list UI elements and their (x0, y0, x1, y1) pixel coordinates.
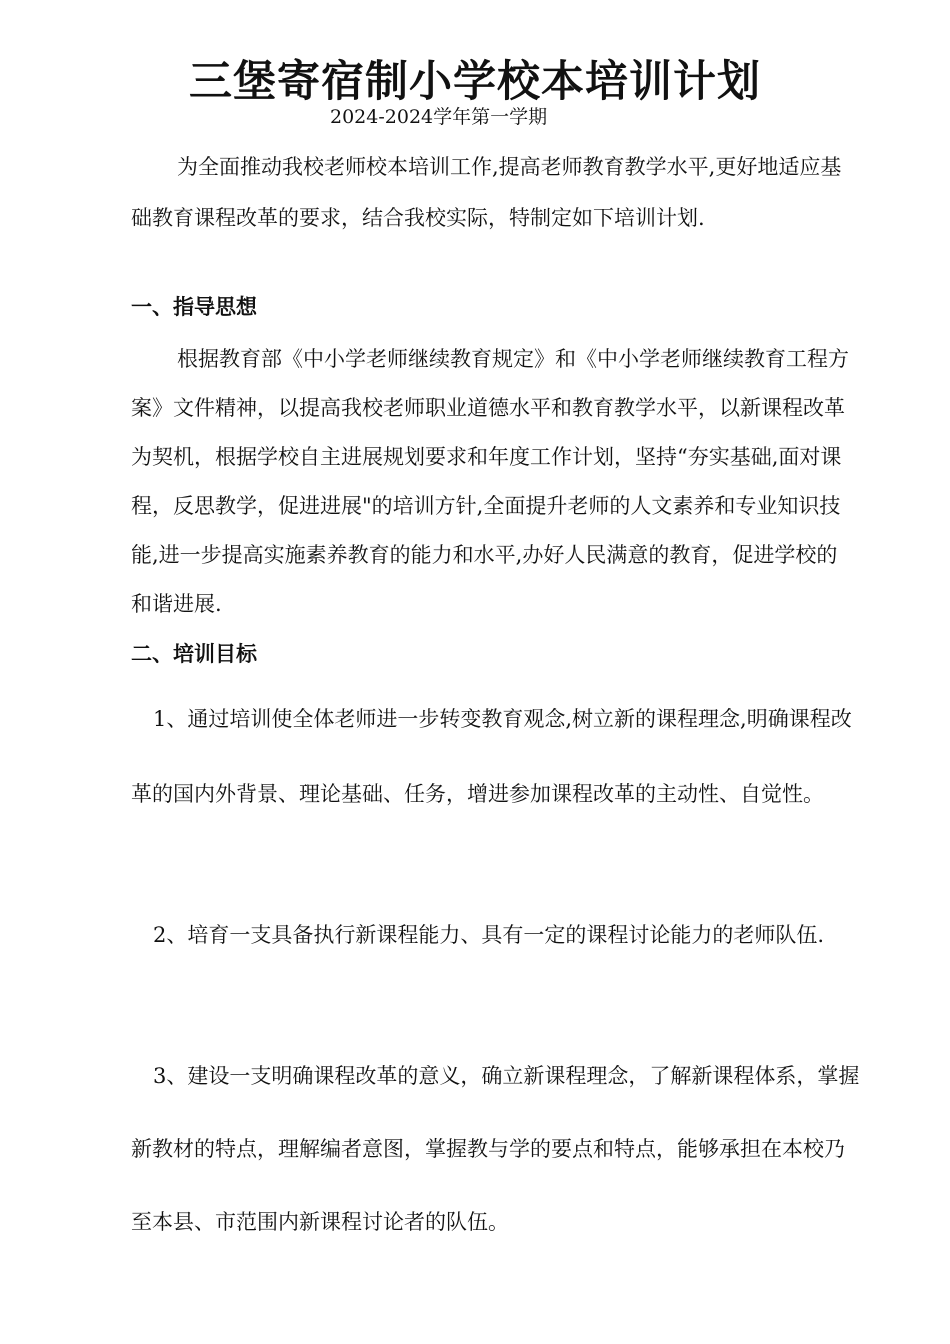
document-title: 三堡寄宿制小学校本培训计划 (189, 57, 761, 107)
section-heading-guiding-thought: 一、指导思想 (131, 294, 257, 319)
intro-paragraph: 为全面推动我校老师校本培训工作,提高老师教育教学水平,更好地适应基础教育课程改革的要求，结合我校实际，特制定如下培训计划. (131, 155, 842, 230)
goal-item-2: 2、培育一支具备执行新课程能力、具有一定的课程讨论能力的老师队伍. (153, 923, 825, 947)
goal-item-1: 1、通过培训使全体老师进一步转变教育观念,树立新的课程理念,明确课程改革的国内外背景、理论基础、任务，增进参加课程改革的主动性、自觉性。 (131, 707, 852, 806)
document-subtitle: 2024-2024学年第一学期 (330, 106, 548, 128)
guiding-thought-paragraph: 根据教育部《中小学老师继续教育规定》和《中小学老师继续教育工程方案》文件精神，以提高我校老师职业道德水平和教育教学水平，以新课程改革为契机，根据学校自主进展规划要求和年度工作计划，坚持“夯实基础,面对课程，反思教学，促进进展"的培训方针,全面提升老师的人文素养和专业知识技能,进一步提高实施素养教育的能力和水平,办好人民满意的教育，促进学校的和谐进展. (131, 347, 849, 616)
section-heading-training-goals: 二、培训目标 (131, 641, 257, 666)
goal-item-3: 3、建设一支明确课程改革的意义，确立新课程理念，了解新课程体系，掌握新教材的特点，理解编者意图，掌握教与学的要点和特点，能够承担在本校乃至本县、市范围内新课程讨论者的队伍。 (131, 1064, 860, 1234)
